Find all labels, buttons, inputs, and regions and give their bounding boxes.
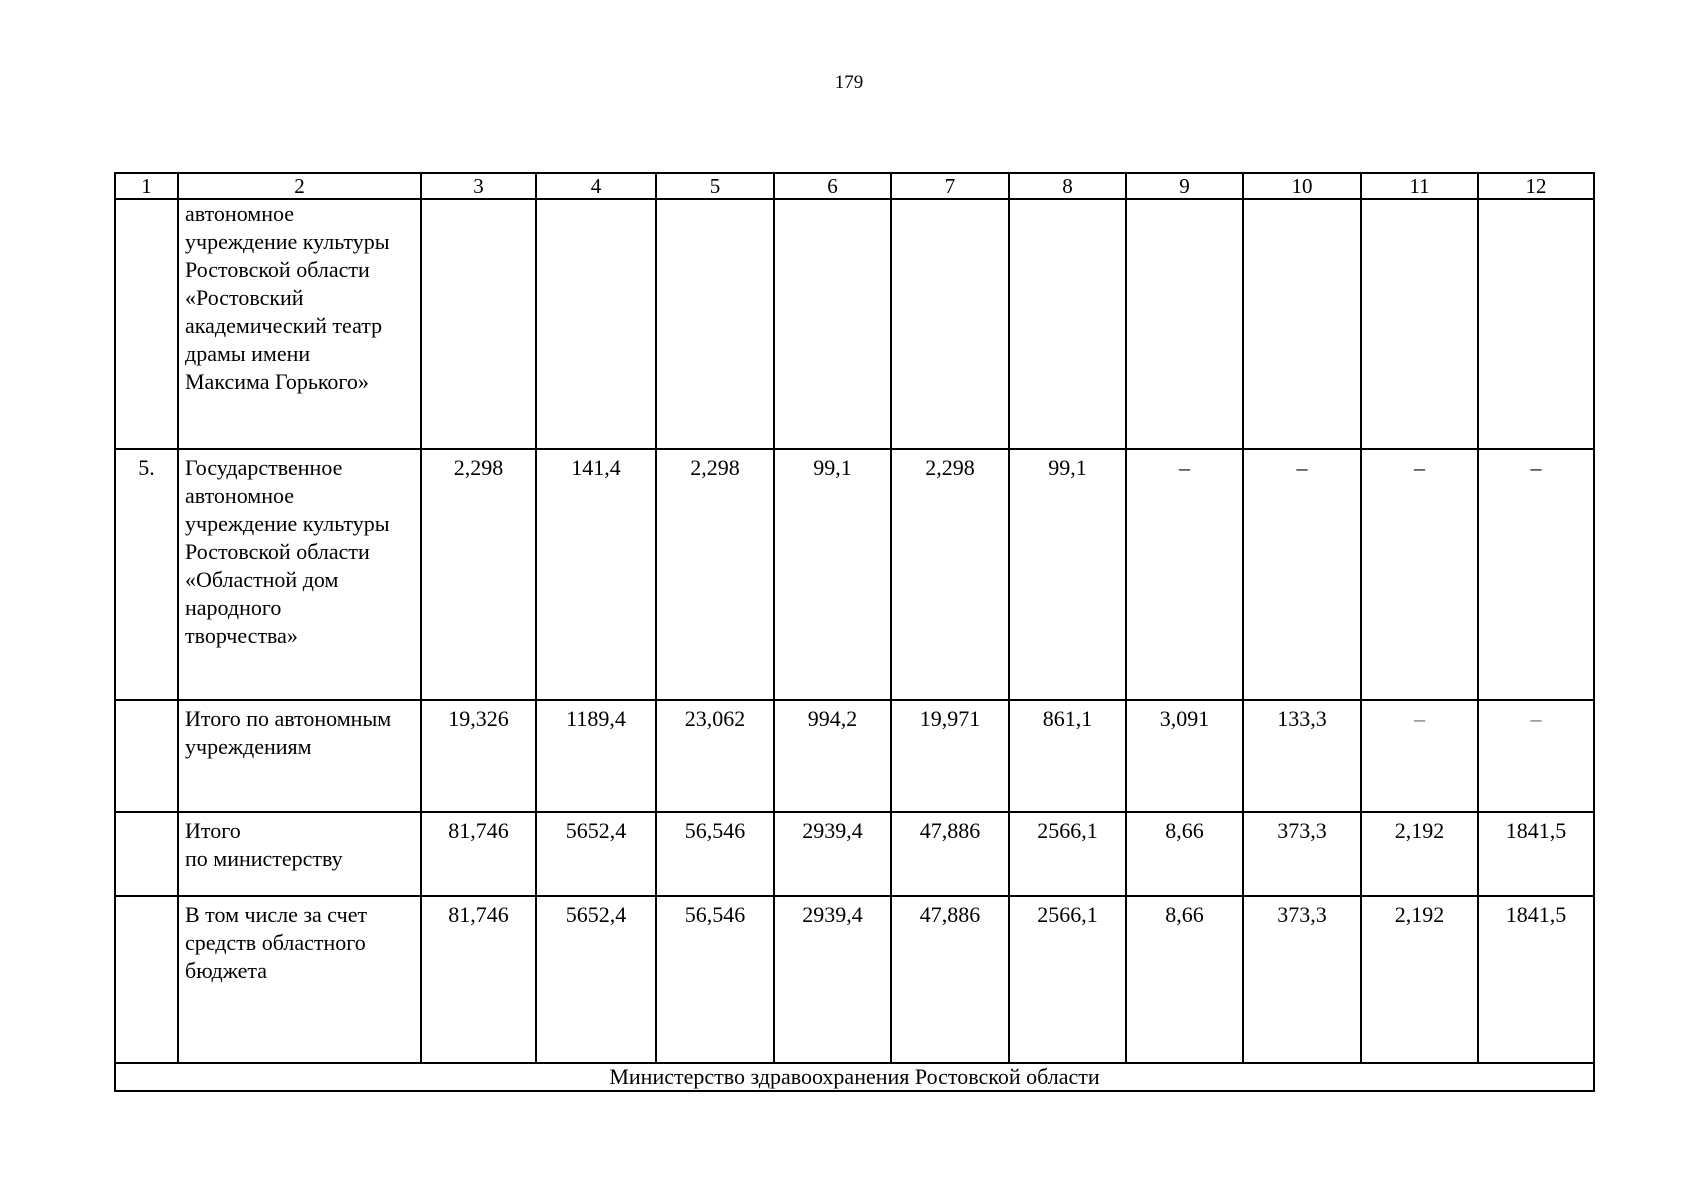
cell-value: –: [1361, 700, 1478, 812]
name-line: Максима Горького»: [185, 369, 369, 394]
cell-value: 8,66: [1126, 812, 1243, 896]
cell-value: 141,4: [536, 449, 656, 700]
name-line: академический театр: [185, 313, 383, 338]
cell-value: 2,298: [891, 449, 1009, 700]
column-number: 8: [1009, 173, 1126, 199]
row-name: [178, 449, 421, 700]
cell-value: [1361, 199, 1478, 449]
column-number: 12: [1478, 173, 1594, 199]
cell-value: 99,1: [774, 449, 891, 700]
cell-value: 8,66: [1126, 896, 1243, 1063]
column-number: 10: [1243, 173, 1361, 199]
cell-value: 5652,4: [536, 896, 656, 1063]
cell-value: –: [1361, 449, 1478, 700]
page-number: 179: [834, 72, 864, 93]
row-number: 5.: [115, 449, 178, 700]
cell-value: 373,3: [1243, 896, 1361, 1063]
name-line: Итого по автономным: [185, 706, 392, 731]
cell-value: 2566,1: [1009, 896, 1126, 1063]
cell-value: 99,1: [1009, 449, 1126, 700]
cell-value: 56,546: [656, 812, 774, 896]
cell-value: [656, 199, 774, 449]
cell-value: 2566,1: [1009, 812, 1126, 896]
row-name: [178, 896, 421, 1063]
cell-value: 994,2: [774, 700, 891, 812]
name-line: бюджета: [185, 958, 268, 983]
name-line: Ростовской области: [185, 257, 370, 282]
name-line: средств областного: [185, 930, 366, 955]
cell-value: 1841,5: [1478, 812, 1594, 896]
row-name: [178, 812, 421, 896]
column-number: 7: [891, 173, 1009, 199]
row-name: [178, 700, 421, 812]
section-title: Министерство здравоохранения Ростовской области: [115, 1063, 1594, 1091]
cell-value: 81,746: [421, 896, 536, 1063]
name-line: «Областной дом: [185, 567, 339, 592]
row-number: [115, 812, 178, 896]
cell-value: 19,326: [421, 700, 536, 812]
column-number: 1: [115, 173, 178, 199]
cell-value: 19,971: [891, 700, 1009, 812]
cell-value: 2,192: [1361, 896, 1478, 1063]
column-number: 11: [1361, 173, 1478, 199]
cell-value: –: [1126, 449, 1243, 700]
table-row: [115, 449, 1594, 700]
row-number: [115, 896, 178, 1063]
name-line: автономное: [185, 201, 295, 226]
column-number: 9: [1126, 173, 1243, 199]
column-number-row: [115, 173, 1594, 199]
cell-value: 861,1: [1009, 700, 1126, 812]
cell-value: [536, 199, 656, 449]
name-line: Итого: [185, 818, 241, 843]
cell-value: [774, 199, 891, 449]
table-row: [115, 812, 1594, 896]
name-line: по министерству: [185, 846, 343, 871]
cell-value: [1243, 199, 1361, 449]
table-row: [115, 700, 1594, 812]
name-line: «Ростовский: [185, 285, 304, 310]
cell-value: 2939,4: [774, 812, 891, 896]
cell-value: 373,3: [1243, 812, 1361, 896]
cell-value: [891, 199, 1009, 449]
cell-value: 47,886: [891, 812, 1009, 896]
column-number: 2: [178, 173, 421, 199]
cell-value: 2,298: [656, 449, 774, 700]
name-line: автономное: [185, 483, 295, 508]
cell-value: –: [1478, 700, 1594, 812]
cell-value: 1841,5: [1478, 896, 1594, 1063]
section-row: [115, 1063, 1594, 1091]
name-line: учреждение культуры: [185, 511, 390, 536]
name-line: творчества»: [185, 623, 298, 648]
table-row: [115, 199, 1594, 449]
cell-value: 81,746: [421, 812, 536, 896]
row-number: [115, 700, 178, 812]
cell-value: 47,886: [891, 896, 1009, 1063]
column-number: 5: [656, 173, 774, 199]
name-line: Государственное: [185, 455, 343, 480]
row-name: [178, 199, 421, 449]
data-table: [114, 172, 1595, 1092]
cell-value: 2,192: [1361, 812, 1478, 896]
cell-value: 56,546: [656, 896, 774, 1063]
name-line: драмы имени: [185, 341, 311, 366]
name-line: учреждениям: [185, 734, 312, 759]
table-row: [115, 896, 1594, 1063]
cell-value: 3,091: [1126, 700, 1243, 812]
cell-value: –: [1478, 449, 1594, 700]
cell-value: [1009, 199, 1126, 449]
name-line: учреждение культуры: [185, 229, 390, 254]
cell-value: 23,062: [656, 700, 774, 812]
cell-value: 133,3: [1243, 700, 1361, 812]
cell-value: [1126, 199, 1243, 449]
cell-value: [421, 199, 536, 449]
cell-value: [1478, 199, 1594, 449]
cell-value: 2939,4: [774, 896, 891, 1063]
name-line: В том числе за счет: [185, 902, 368, 927]
name-line: народного: [185, 595, 282, 620]
column-number: 4: [536, 173, 656, 199]
cell-value: 2,298: [421, 449, 536, 700]
cell-value: 1189,4: [536, 700, 656, 812]
row-number: [115, 199, 178, 449]
cell-value: 5652,4: [536, 812, 656, 896]
column-number: 3: [421, 173, 536, 199]
name-line: Ростовской области: [185, 539, 370, 564]
column-number: 6: [774, 173, 891, 199]
cell-value: –: [1243, 449, 1361, 700]
